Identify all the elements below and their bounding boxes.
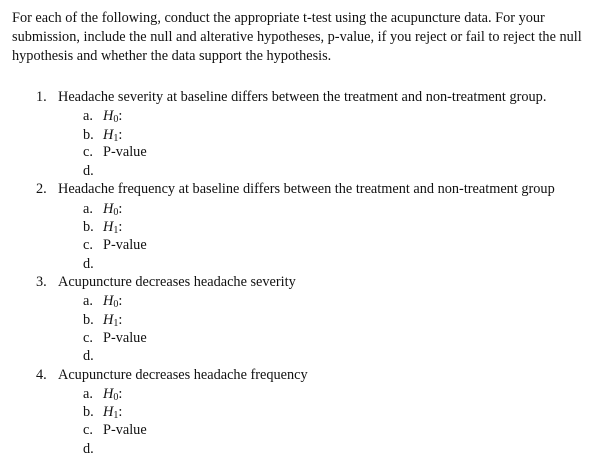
item-letter: c.: [83, 422, 93, 438]
question-3-item-c: [0, 329, 611, 348]
hypothesis-subscript: 0: [113, 114, 119, 125]
question-2-item-b: [0, 218, 611, 237]
question-1-item-a: [0, 107, 611, 126]
question-4-item-c: [0, 421, 611, 440]
item-letter: d.: [83, 163, 94, 179]
p-value-label: P-value: [103, 330, 147, 346]
hypothesis-colon: :: [118, 201, 123, 217]
hypothesis-subscript: 1: [113, 410, 119, 421]
instructions-paragraph: For each of the following, conduct the appropriate t-test using the acupuncture data. For your submission, include the null and alterative hypotheses, p-value, if you reject or fail to reject the null hypothesis and whether the data support the hypothesis.: [12, 10, 582, 64]
question-text: Headache severity at baseline differs between the treatment and non-treatment group.: [58, 89, 547, 105]
item-letter: b.: [83, 219, 94, 235]
item-letter: d.: [83, 441, 94, 457]
hypothesis-symbol: H: [103, 293, 114, 309]
item-letter: a.: [83, 201, 93, 217]
question-number: 2.: [36, 181, 47, 197]
hypothesis-symbol: H: [103, 219, 114, 235]
hypothesis-colon: :: [118, 219, 123, 235]
question-2-item-a: [0, 200, 611, 219]
p-value-label: P-value: [103, 237, 147, 253]
null-hypothesis-label: [103, 292, 122, 311]
alternative-hypothesis-label: [103, 218, 122, 237]
hypothesis-colon: :: [118, 312, 123, 328]
item-letter: b.: [83, 127, 94, 143]
question-3: [0, 273, 611, 292]
question-3-item-a: [0, 292, 611, 311]
hypothesis-subscript: 0: [113, 392, 119, 403]
p-value-label: P-value: [103, 144, 147, 160]
hypothesis-symbol: H: [103, 312, 114, 328]
p-value-label: P-value: [103, 422, 147, 438]
hypothesis-symbol: H: [103, 386, 114, 402]
question-text: Acupuncture decreases headache severity: [58, 274, 296, 290]
item-letter: d.: [83, 256, 94, 272]
question-text: Acupuncture decreases headache frequency: [58, 367, 308, 383]
hypothesis-symbol: H: [103, 404, 114, 420]
question-3-item-b: [0, 311, 611, 330]
question-1-item-d: [0, 162, 611, 181]
null-hypothesis-label: [103, 107, 122, 126]
hypothesis-colon: :: [118, 293, 123, 309]
question-2: [0, 180, 611, 199]
null-hypothesis-label: [103, 200, 122, 219]
question-4-item-a: [0, 385, 611, 404]
item-letter: b.: [83, 312, 94, 328]
question-number: 3.: [36, 274, 47, 290]
hypothesis-colon: :: [118, 108, 123, 124]
hypothesis-subscript: 1: [113, 225, 119, 236]
hypothesis-subscript: 0: [113, 299, 119, 310]
question-2-item-c: [0, 236, 611, 255]
hypothesis-symbol: H: [103, 201, 114, 217]
hypothesis-colon: :: [118, 404, 123, 420]
hypothesis-subscript: 0: [113, 207, 119, 218]
alternative-hypothesis-label: [103, 311, 122, 330]
hypothesis-symbol: H: [103, 108, 114, 124]
question-4: [0, 366, 611, 385]
question-text: Headache frequency at baseline differs between the treatment and non-treatment group: [58, 181, 555, 197]
item-letter: c.: [83, 144, 93, 160]
question-4-item-d: [0, 440, 611, 459]
hypothesis-symbol: H: [103, 127, 114, 143]
item-letter: a.: [83, 108, 93, 124]
item-letter: d.: [83, 348, 94, 364]
question-2-item-d: [0, 255, 611, 274]
question-number: 4.: [36, 367, 47, 383]
null-hypothesis-label: [103, 385, 122, 404]
item-letter: b.: [83, 404, 94, 420]
hypothesis-colon: :: [118, 127, 123, 143]
alternative-hypothesis-label: [103, 403, 122, 422]
question-3-item-d: [0, 347, 611, 366]
item-letter: c.: [83, 330, 93, 346]
question-1-item-c: [0, 143, 611, 162]
item-letter: a.: [83, 293, 93, 309]
question-number: 1.: [36, 89, 47, 105]
hypothesis-subscript: 1: [113, 318, 119, 329]
item-letter: a.: [83, 386, 93, 402]
hypothesis-colon: :: [118, 386, 123, 402]
hypothesis-subscript: 1: [113, 133, 119, 144]
question-4-item-b: [0, 403, 611, 422]
question-1: [0, 88, 611, 107]
item-letter: c.: [83, 237, 93, 253]
